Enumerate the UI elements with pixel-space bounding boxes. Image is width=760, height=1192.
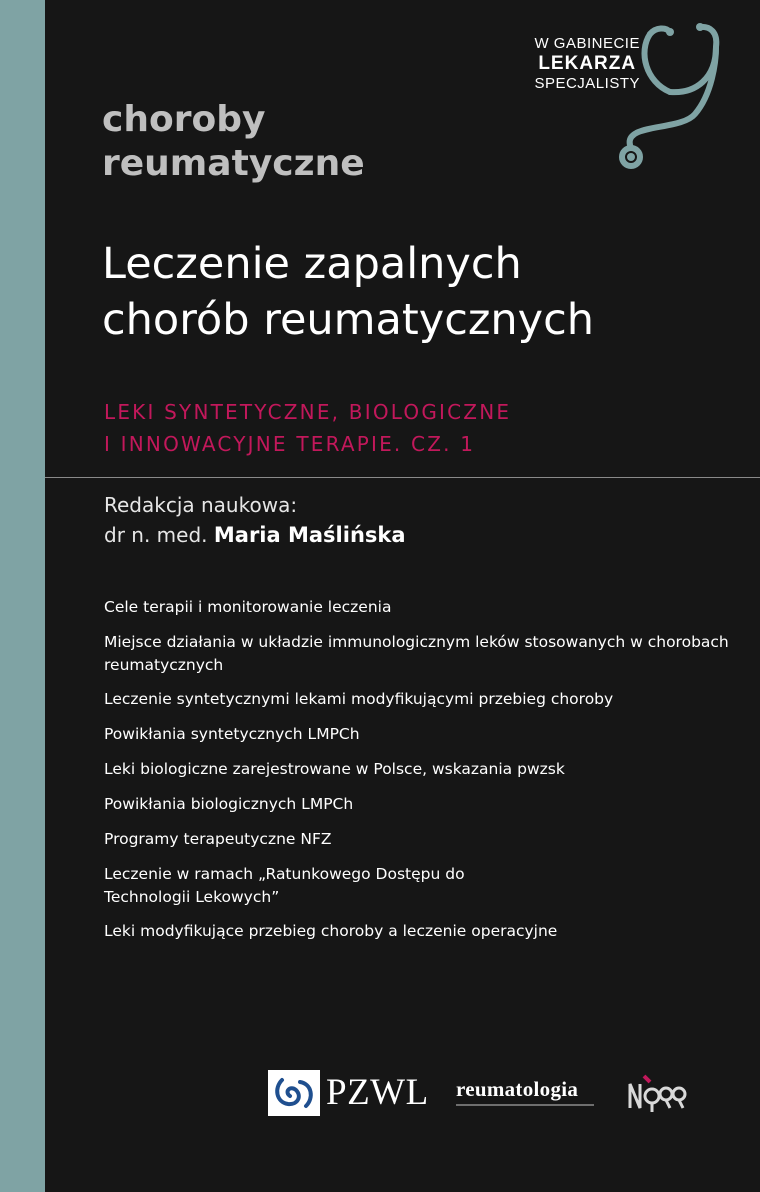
book-title-line-2: chorób reumatycznych: [102, 295, 595, 345]
divider: [45, 477, 760, 478]
reumatologia-underline: [456, 1104, 594, 1106]
cover-spine-stripe: [0, 0, 45, 1192]
contents-item: Cele terapii i monitorowanie leczenia: [104, 598, 392, 616]
series-title: [102, 98, 365, 186]
badge-text: [534, 34, 640, 94]
contents-item: Powikłania biologicznych LMPCh: [104, 795, 354, 813]
publisher-logos: [268, 1068, 738, 1118]
editor-name: Maria Maślińska: [213, 523, 406, 547]
contents-item: Miejsce działania w układzie immunologicznym leków stosowanych w chorobach reumatycznych: [104, 633, 729, 674]
contents-item: Leki biologiczne zarejestrowane w Polsce, wskazania pwzsk: [104, 760, 565, 778]
series-title-line-2: reumatyczne: [102, 143, 365, 184]
book-title: [102, 236, 594, 348]
contents-item: Leki modyfikujące przebieg choroby a leczenie operacyjne: [104, 922, 558, 940]
pzwl-logo-text: PZWL: [326, 1072, 429, 1113]
pzwl-logo-icon: [268, 1070, 320, 1116]
reumatologia-logo: reumatologia: [456, 1077, 579, 1101]
series-title-line-1: choroby: [102, 99, 266, 140]
series-badge: [520, 22, 750, 182]
contents-list: [104, 596, 734, 955]
book-title-line-1: Leczenie zapalnych: [102, 239, 522, 289]
editor-label: Redakcja naukowa:: [104, 493, 298, 517]
contents-item: Leczenie w ramach „Ratunkowego Dostępu do Technologii Lekowych”: [104, 865, 465, 906]
editor-degree: dr n. med.: [104, 523, 208, 547]
badge-line-1: W GABINECIE: [534, 35, 640, 52]
nigrr-logo-icon: [626, 1070, 688, 1116]
contents-item: Programy terapeutyczne NFZ: [104, 830, 332, 848]
book-subtitle: [104, 396, 511, 460]
editor-credit: [104, 490, 406, 550]
badge-line-3: SPECJALISTY: [534, 75, 640, 92]
badge-line-2: LEKARZA: [538, 53, 637, 74]
contents-item: Powikłania syntetycznych LMPCh: [104, 725, 360, 743]
contents-item: Leczenie syntetycznymi lekami modyfikującymi przebieg choroby: [104, 690, 614, 708]
book-subtitle-line-1: LEKI SYNTETYCZNE, BIOLOGICZNE: [104, 400, 512, 424]
editor-line: [104, 520, 406, 550]
book-subtitle-line-2: I INNOWACYJNE TERAPIE. CZ. 1: [104, 432, 476, 456]
